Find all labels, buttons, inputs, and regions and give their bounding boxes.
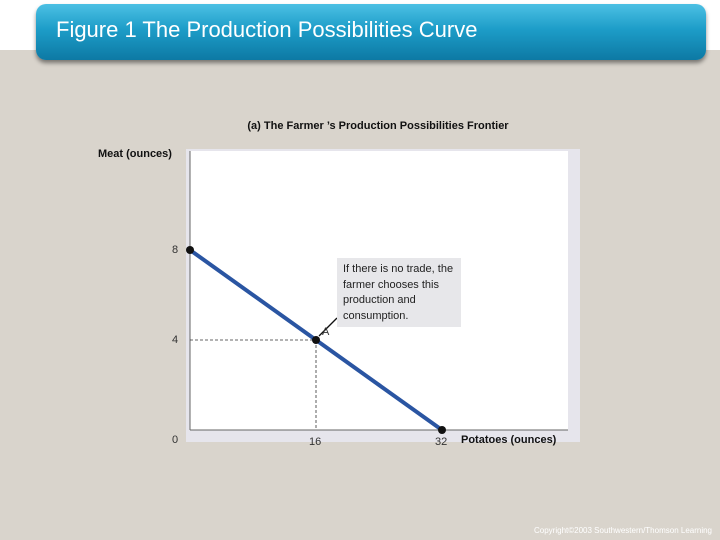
data-point — [186, 246, 194, 254]
copyright-text: Copyright©2003 Southwestern/Thomson Learning — [534, 526, 712, 535]
data-point — [312, 336, 320, 344]
y-tick-label: 4 — [172, 334, 179, 346]
annotation-box: If there is no trade, the farmer chooses this production and consumption. — [337, 258, 461, 327]
y-axis-label: Meat (ounces) — [98, 148, 172, 160]
x-tick-label: 32 — [435, 436, 448, 448]
x-tick-label: 0 — [172, 434, 179, 446]
x-tick-label: 16 — [309, 436, 322, 448]
chart-title: (a) The Farmer ’s Production Possibilities Frontier — [247, 120, 509, 132]
slide-title: Figure 1 The Production Possibilities Curve — [56, 17, 478, 42]
point-a-label: A — [322, 326, 330, 338]
x-axis-label: Potatoes (ounces) — [461, 434, 557, 446]
data-point — [438, 426, 446, 434]
y-tick-label: 8 — [172, 244, 179, 256]
